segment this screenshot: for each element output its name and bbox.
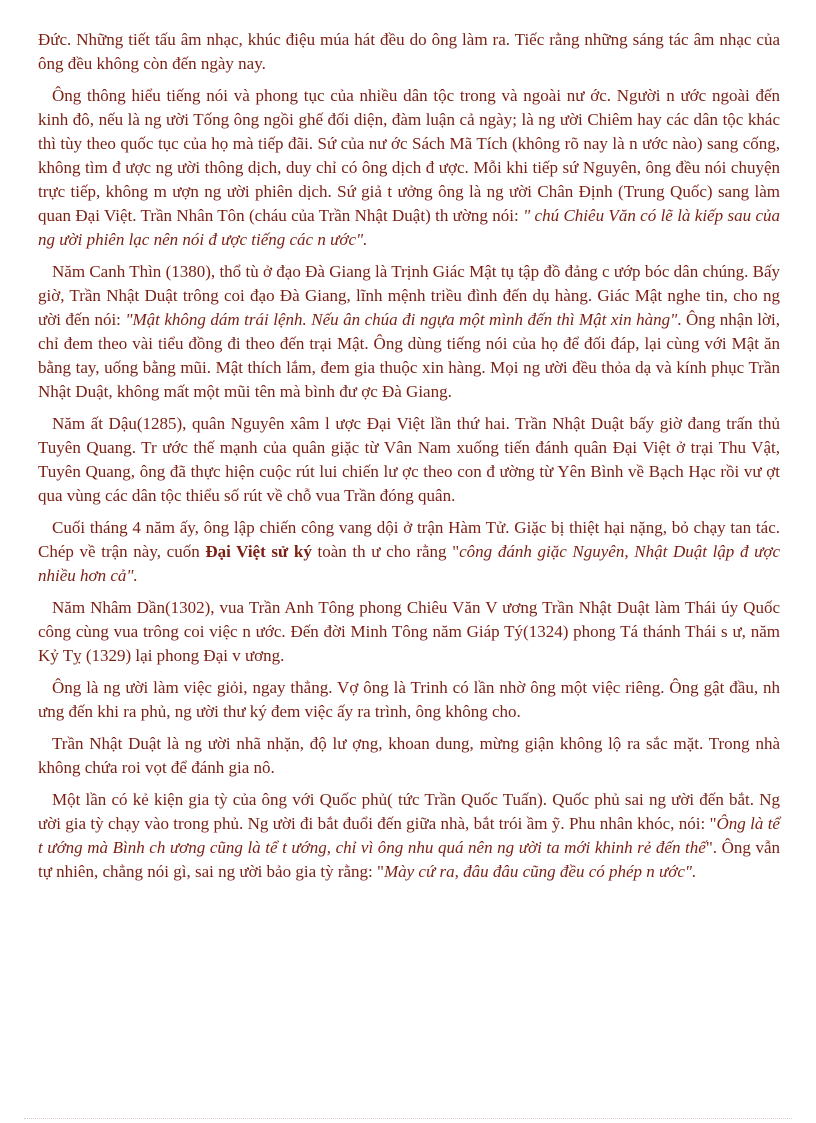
paragraph: [38, 516, 780, 588]
text-run: . Ông nhận lời, chỉ đem theo vài tiểu đồng đi theo đến trại Mật. Ông dùng tiếng nói của họ để đối đáp, lại cùng với Mật ăn bằng tay, uống bằng mũi. Mật thích lắm, đem gia thuộc xin hàng. Mọi ng ười đều thỏa dạ và kính phục Trần Nhật Duật, không mất một mũi tên mà bình đư ợc Đà Giang.: [38, 310, 780, 401]
quoted-text: " chú Chiêu Văn có lẽ là kiếp sau của ng ười phiên lạc nên nói đ ược tiếng các n ước".: [38, 206, 780, 249]
quoted-text: công đánh giặc Nguyên, Nhật Duật lập đ ược nhiều hơn cả".: [38, 542, 780, 585]
quoted-text: Ông là tể t ướng mà Bình ch ương cũng là tể t ướng, chỉ vì ông nhu quá nên ng ười ta mới khinh rẻ đến thế: [38, 814, 780, 857]
paragraph: [38, 676, 780, 724]
paragraph: [38, 28, 780, 76]
text-run: Năm Canh Thìn (1380), thổ tù ở đạo Đà Giang là Trịnh Giác Mật tụ tập đồ đảng c ướp bóc dân chúng. Bấy giờ, Trần Nhật Duật trông coi đạo Đà Giang, lĩnh mệnh triều đình đến dụ hàng. Giác Mật nghe tin, cho ng ười đến nói:: [38, 262, 780, 329]
text-run: Đức. Những tiết tấu âm nhạc, khúc điệu múa hát đều do ông làm ra. Tiếc rằng những sáng tác âm nhạc của ông đều không còn đến ngày nay.: [38, 30, 780, 73]
paragraph: [38, 596, 780, 668]
text-run: ". Ông vẫn tự nhiên, chẳng nói gì, sai ng ười bảo gia tỳ rằng: ": [38, 838, 781, 881]
text-run: Cuối tháng 4 năm ấy, ông lập chiến công vang dội ở trận Hàm Tử. Giặc bị thiệt hại nặng, bỏ chạy tan tác. Chép về trận này, cuốn: [38, 518, 780, 561]
text-run: Ông thông hiểu tiếng nói và phong tục của nhiều dân tộc trong và ngoài nư ớc. Người n ước ngoài đến kinh đô, nếu là ng ười Tống ông ngồi ghế đối diện, đàm luận cả ngày; là ng ười Chiêm hay các dân tộc khác thì tùy theo quốc tục của họ mà tiếp đãi. Sứ của nư ớc Sách Mã Tích (không rõ nay là n ước nào) sang cống, không tìm đ ược ng ười thông dịch, duy chỉ có ông dịch đ ược. Mỗi khi tiếp sứ Nguyên, ông đều nói chuyện trực tiếp, không m ượn ng ười phiên dịch. Sứ giả t ưởng ông là ng ười Chân Định (Trung Quốc) sang làm quan Đại Việt. Trần Nhân Tôn (cháu của Trần Nhật Duật) th ường nói:: [38, 86, 780, 225]
bold-title: Đại Việt sử ký: [205, 542, 312, 561]
text-run: Ông là ng ười làm việc giỏi, ngay thẳng. Vợ ông là Trinh có lần nhờ ông một việc riêng. Ông gật đầu, nh ưng đến khi ra phủ, ng ười thư ký đem việc ấy ra trình, ông không cho.: [38, 678, 780, 721]
page-bottom-rule: [24, 1118, 792, 1119]
text-run: toàn th ư cho rằng ": [311, 542, 460, 561]
quoted-text: Mày cứ ra, đâu đâu cũng đều có phép n ước".: [383, 862, 697, 881]
paragraph: [38, 412, 780, 508]
text-run: Trần Nhật Duật là ng ười nhã nhặn, độ lư ợng, khoan dung, mừng giận không lộ ra sắc mặt. Trong nhà không chứa roi vọt để đánh gia nô.: [38, 734, 780, 777]
paragraph: [38, 84, 780, 252]
text-run: Một lần có kẻ kiện gia tỳ của ông với Quốc phủ( tức Trần Quốc Tuấn). Quốc phủ sai ng ười đến bắt. Ng ười gia tỳ chạy vào trong phủ. Ng ười đi bắt đuổi đến giữa nhà, bắt trói ầm ỹ. Phu nhân khóc, nói: ": [38, 790, 780, 833]
text-run: Năm Nhâm Dần(1302), vua Trần Anh Tông phong Chiêu Văn V ương Trần Nhật Duật làm Thái úy Quốc công cùng vua trông coi việc n ước. Đến đời Minh Tông năm Giáp Tý(1324) phong Tá thánh Thái s ư, năm Kỷ Tỵ (1329) lại phong Đại v ương.: [38, 598, 780, 665]
paragraph: [38, 732, 780, 780]
paragraph: [38, 260, 780, 404]
document-body: [38, 28, 780, 892]
text-run: Năm ất Dậu(1285), quân Nguyên xâm l ược Đại Việt lần thứ hai. Trần Nhật Duật bấy giờ đang trấn thủ Tuyên Quang. Tr ước thế mạnh của quân giặc từ Vân Nam xuống tiến đánh quân Đại Việt ở trại Thu Vật, Tuyên Quang, ông đã thực hiện cuộc rút lui chiến lư ợc theo con đ ường từ Yên Bình về Bạch Hạc rồi vư ợt qua vùng các dân tộc thiểu số rút về chỗ vua Trần đóng quân.: [38, 414, 780, 505]
quoted-text: "Mật không dám trái lệnh. Nếu ân chúa đi ngựa một mình đến thì Mật xin hàng": [125, 310, 678, 329]
paragraph: [38, 788, 780, 884]
